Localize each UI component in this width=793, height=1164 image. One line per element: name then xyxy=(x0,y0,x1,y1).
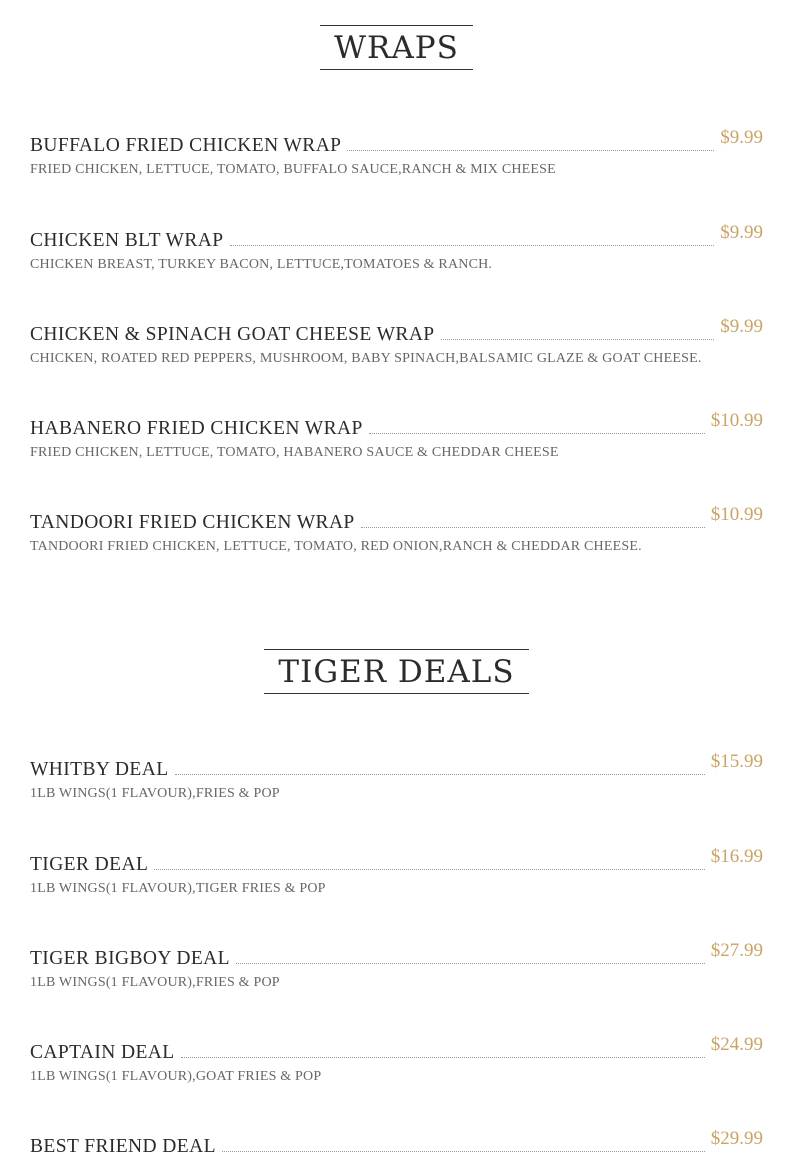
item-price: $16.99 xyxy=(710,846,763,867)
item-name: TIGER BIGBOY DEAL xyxy=(30,948,230,969)
menu-item xyxy=(30,1128,763,1158)
menu-item xyxy=(30,504,763,555)
item-price: $24.99 xyxy=(710,1034,763,1055)
item-name: BUFFALO FRIED CHICKEN WRAP xyxy=(30,135,342,156)
dotted-leader xyxy=(361,527,705,528)
item-name: TIGER DEAL xyxy=(30,854,149,875)
item-price: $10.99 xyxy=(710,504,763,525)
section-heading: TIGER DEALS xyxy=(264,649,528,694)
section-title-tiger-deals xyxy=(0,649,793,694)
item-price: $10.99 xyxy=(710,410,763,431)
menu-item xyxy=(30,127,763,178)
item-name: CHICKEN BLT WRAP xyxy=(30,230,224,251)
dotted-leader xyxy=(222,1151,705,1152)
dotted-leader xyxy=(369,433,705,434)
item-price: $9.99 xyxy=(720,127,763,148)
item-description: 1LB WINGS(1 FLAVOUR),FRIES & POP xyxy=(30,786,280,801)
dotted-leader xyxy=(441,339,715,340)
item-name: CAPTAIN DEAL xyxy=(30,1042,175,1063)
menu-item xyxy=(30,410,763,461)
dotted-leader xyxy=(236,963,705,964)
item-price: $15.99 xyxy=(710,751,763,772)
menu-item xyxy=(30,751,763,802)
dotted-leader xyxy=(347,150,714,151)
dotted-leader xyxy=(175,774,705,775)
item-description: CHICKEN, ROATED RED PEPPERS, MUSHROOM, BABY SPINACH,BALSAMIC GLAZE & GOAT CHEESE. xyxy=(30,351,702,366)
section-heading: WRAPS xyxy=(320,25,473,70)
item-name: HABANERO FRIED CHICKEN WRAP xyxy=(30,418,363,439)
item-description: CHICKEN BREAST, TURKEY BACON, LETTUCE,TOMATOES & RANCH. xyxy=(30,257,493,272)
dotted-leader xyxy=(181,1057,705,1058)
item-description: 1LB WINGS(1 FLAVOUR),GOAT FRIES & POP xyxy=(30,1069,322,1084)
menu-item xyxy=(30,316,763,367)
item-name: CHICKEN & SPINACH GOAT CHEESE WRAP xyxy=(30,324,435,345)
item-description: TANDOORI FRIED CHICKEN, LETTUCE, TOMATO, RED ONION,RANCH & CHEDDAR CHEESE. xyxy=(30,539,642,554)
menu-item xyxy=(30,1034,763,1085)
dotted-leader xyxy=(154,869,704,870)
item-description: 1LB WINGS(1 FLAVOUR),TIGER FRIES & POP xyxy=(30,881,326,896)
item-price: $27.99 xyxy=(710,940,763,961)
item-price: $9.99 xyxy=(720,316,763,337)
menu-item xyxy=(30,846,763,897)
menu-item xyxy=(30,940,763,991)
item-price: $9.99 xyxy=(720,222,763,243)
item-description: FRIED CHICKEN, LETTUCE, TOMATO, BUFFALO SAUCE,RANCH & MIX CHEESE xyxy=(30,162,556,177)
dotted-leader xyxy=(230,245,715,246)
item-description: FRIED CHICKEN, LETTUCE, TOMATO, HABANERO SAUCE & CHEDDAR CHEESE xyxy=(30,445,559,460)
item-name: TANDOORI FRIED CHICKEN WRAP xyxy=(30,512,355,533)
menu-item xyxy=(30,222,763,273)
item-price: $29.99 xyxy=(710,1128,763,1149)
section-title-wraps xyxy=(0,25,793,70)
item-name: BEST FRIEND DEAL xyxy=(30,1136,216,1157)
item-name: WHITBY DEAL xyxy=(30,759,169,780)
item-description: 1LB WINGS(1 FLAVOUR),FRIES & POP xyxy=(30,975,280,990)
